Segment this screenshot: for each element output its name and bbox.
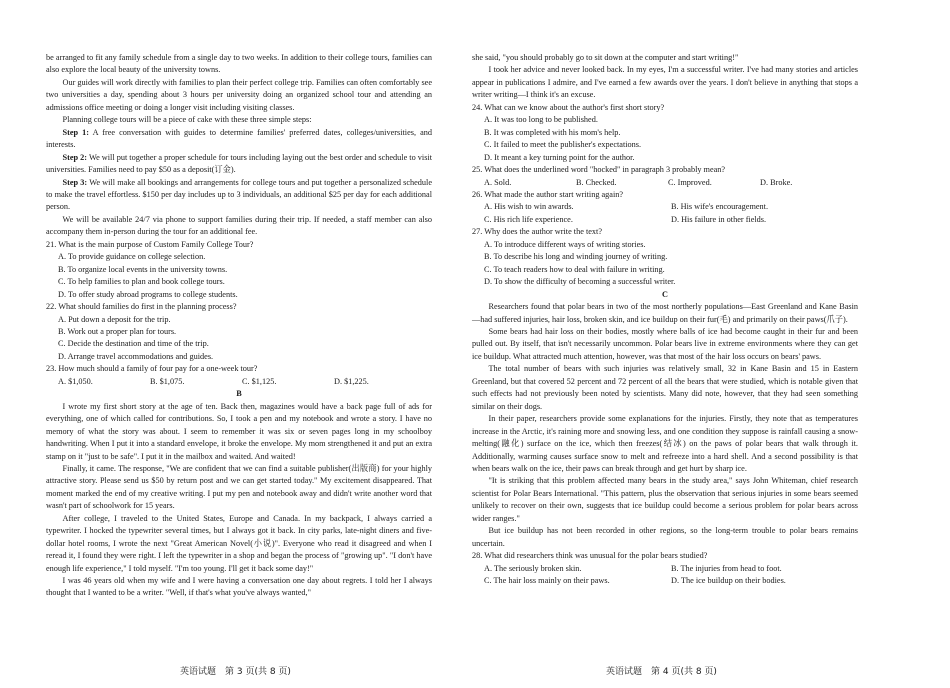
question-26: 26. What made the author start writing again?: [472, 189, 624, 199]
step-3: [46, 177, 432, 214]
paragraph: Planning college tours will be a piece of cake with these three simple steps:: [62, 115, 312, 125]
paragraph: I took her advice and never looked back. In my eyes, I'm a successful writer. I've had many stories and articles appear in publications I admire, and I've earned a few awards over the years. I don't believe in anything that stops a writer writing—I think it's an excuse.: [472, 65, 858, 100]
paragraph: be arranged to fit any family schedule from a single day to two weeks. In addition to their college tours, families can also explore the local beauty of the university towns.: [46, 53, 432, 75]
option: B. The injuries from head to foot.: [671, 563, 782, 573]
paragraph: We will be available 24/7 via phone to support families during their trip. If needed, a staff member can also accompany them in-person during the tour for an additional fee.: [46, 214, 432, 237]
paragraph: Our guides will work directly with families to plan their perfect college trip. Families can often comfortably see two universities a day, spending about 3 hours per university doing an organized school tour and attending an admissions office meeting or doing a longer visit including visiting classes.: [46, 77, 432, 112]
question-27: 27. Why does the author write the text?: [472, 227, 602, 237]
option: D. $1,225.: [334, 376, 369, 386]
option: A. His wish to win awards.: [484, 202, 574, 212]
option: C. It failed to meet the publisher's expectations.: [484, 140, 642, 150]
question-25: 25. What does the underlined word "hocked" in paragraph 3 probably mean?: [472, 165, 726, 175]
option: B. To describe his long and winding journey of writing.: [484, 252, 668, 262]
question-23: 23. How much should a family of four pay for a one-week tour?: [46, 364, 258, 374]
question-22: 22. What should families do first in the planning process?: [46, 302, 237, 312]
question-28: 28. What did researchers think was unusual for the polar bears studied?: [472, 551, 708, 561]
option: A. Put down a deposit for the trip.: [58, 314, 171, 324]
options-row: [472, 177, 858, 189]
option: A. To introduce different ways of writing stories.: [484, 239, 646, 249]
option: C. To help families to plan and book college tours.: [58, 277, 225, 287]
option: B. Checked.: [576, 177, 617, 187]
option: D. His failure in other fields.: [671, 214, 767, 224]
paragraph: "It is striking that this problem affected many bears in the study area," says John Whiteman, chief research scientist for Polar Bears International. "This pattern, plus the observation that serious injuries in some bears seemed unlikely to recover on their own, suggests that ice buildup could become a serious problem for polar bears across wider ranges.": [472, 476, 858, 523]
option: A. Sold.: [484, 177, 512, 187]
option: A. $1,050.: [58, 376, 93, 386]
paragraph: In their paper, researchers provide some explanations for the injuries. Firstly, they note that as temperatures increase in the Arctic, it's raining more and snowing less, and one condition they suppose is rainfall causing a snow-melting(融化) surface on the ice, which then freezes(结冰) on the paws of polar bears that walk through it. Additionally, warming causes surface snow to melt and refreeze into a hard shell. And a second possibility is that when bears walk on the ice, their paws can break through and get hurt by sharp ice.: [472, 414, 858, 473]
option: B. Work out a proper plan for tours.: [58, 326, 177, 336]
left-column: [46, 52, 432, 600]
options-row: [472, 214, 858, 226]
option: D. To show the difficulty of becoming a successful writer.: [484, 277, 676, 287]
question-21: 21. What is the main purpose of Custom Family College Tour?: [46, 239, 254, 249]
option: B. It was completed with his mom's help.: [484, 127, 621, 137]
paragraph: I was 46 years old when my wife and I were having a conversation one day about regrets. I told her I always thought that I wanted to be a writer. "Well, if that's what you've always wanted,": [46, 576, 432, 598]
step-1: [46, 127, 432, 152]
paragraph: Researchers found that polar bears in two of the most northerly populations—East Greenland and Kane Basin—had suffered injuries, hair loss, broken skin, and ice buildup on their fur(毛) and primarily on their paws(爪子).: [472, 302, 858, 324]
paragraph: Finally, it came. The response, "We are confident that we can find a suitable publisher(出版商) for your highly attractive story. Please send us $50 by return post and we can get started today." My excitement disappeared. That moment marked the end of my creative writing. I put my pen and notebook away and didn't write another word that wasn't part of schoolwork for 15 years.: [46, 463, 432, 511]
page-footer-right: 英语试题 第 4 页(共 8 页): [606, 667, 717, 677]
section-heading-c: C: [662, 289, 668, 299]
option: C. Improved.: [668, 177, 712, 187]
option: C. To teach readers how to deal with failure in writing.: [484, 264, 665, 274]
options-row: [472, 201, 858, 213]
option: D. The ice buildup on their bodies.: [671, 576, 786, 586]
option: D. Arrange travel accommodations and guides.: [58, 351, 214, 361]
option: A. The seriously broken skin.: [484, 563, 582, 573]
page-footer-left: 英语试题 第 3 页(共 8 页): [180, 667, 291, 677]
paragraph: But ice buildup has not been recorded in other regions, so the long-term trouble to polar bears remains uncertain.: [472, 526, 858, 548]
option: A. It was too long to be published.: [484, 115, 598, 125]
option: C. The hair loss mainly on their paws.: [484, 576, 610, 586]
question-24: 24. What can we know about the author's first short story?: [472, 102, 665, 112]
step-label: Step 2:: [62, 152, 88, 162]
paragraph: she said, "you should probably go to sit down at the computer and start writing!": [472, 53, 739, 62]
option: B. $1,075.: [150, 376, 185, 386]
paragraph: After college, I traveled to the United States, Europe and Canada. In my backpack, I always carried a typewriter. I hocked the typewriter several times, but I always got it back. In city parks, late-night diners and five-dollar hotel rooms, I wrote the next "Great American Novel(小说)". Everyone who read it disagreed and when I reread it, I found they were right. I left the typewriter in a shop and began the process of "growing up". "I don't have enough life experience," I told myself. "I'm too young. I'll get it back some day!": [46, 513, 432, 573]
option: C. His rich life experience.: [484, 214, 573, 224]
right-column: [472, 52, 858, 587]
section-heading-b: B: [236, 389, 242, 399]
options-row: [472, 563, 858, 575]
paragraph: I wrote my first short story at the age of ten. Back then, magazines would have a back page full of ads for everything, one of which called for contributions. So, I took a pen and my notebook and wrote a story. I have no memory of what the story was about. I seem to remember it was six or seven pages long in my schoolboy handwriting. When I put it into a standard envelope, it broke the envelope. My mom strengthened it and put an extra stamp on it "just to be safe". I put it in the mailbox and waited. And waited!: [46, 401, 432, 461]
paragraph: Some bears had hair loss on their bodies, mostly where balls of ice had become caught in their fur and been pulled out. By itself, that isn't necessarily uncommon. Polar bears live in extreme environments where they can get ice buildup. What attracted much attention, however, was that most of the hair loss occurs on bears' paws.: [472, 326, 858, 361]
step-text: We will make all bookings and arrangements for college tours and put together a personalized schedule to make the travel effortless. $150 per day includes up to 3 individuals, an additional $25 per day for each additional person.: [46, 177, 432, 212]
option: B. His wife's encouragement.: [671, 202, 769, 212]
option: B. To organize local events in the university towns.: [58, 264, 228, 274]
options-row: [472, 575, 858, 587]
option: D. To offer study abroad programs to college students.: [58, 289, 238, 299]
option: A. To provide guidance on college selection.: [58, 252, 206, 262]
option: D. It meant a key turning point for the author.: [484, 152, 635, 162]
option: C. $1,125.: [242, 376, 277, 386]
step-2: [46, 152, 432, 177]
option: C. Decide the destination and time of the trip.: [58, 339, 209, 349]
paragraph: The total number of bears with such injuries was relatively small, 32 in Kane Basin and 15 in Eastern Greenland, but that covered 52 percent and 72 percent of all the bears that were studied, which is notable given that such effects had not previously been noted by scientists. Many did note, however, that they had seen something similar on their dogs.: [472, 364, 858, 411]
options-row: [46, 376, 432, 388]
step-label: Step 3:: [62, 177, 88, 187]
step-text: We will put together a proper schedule for tours including laying out the best order and schedule to visit universities. Families need to pay $50 as a deposit(订金).: [46, 152, 432, 175]
step-label: Step 1:: [62, 127, 90, 137]
option: D. Broke.: [760, 177, 793, 187]
step-text: A free conversation with guides to determine families' preferred dates, colleges/universities, and interests.: [46, 127, 432, 150]
